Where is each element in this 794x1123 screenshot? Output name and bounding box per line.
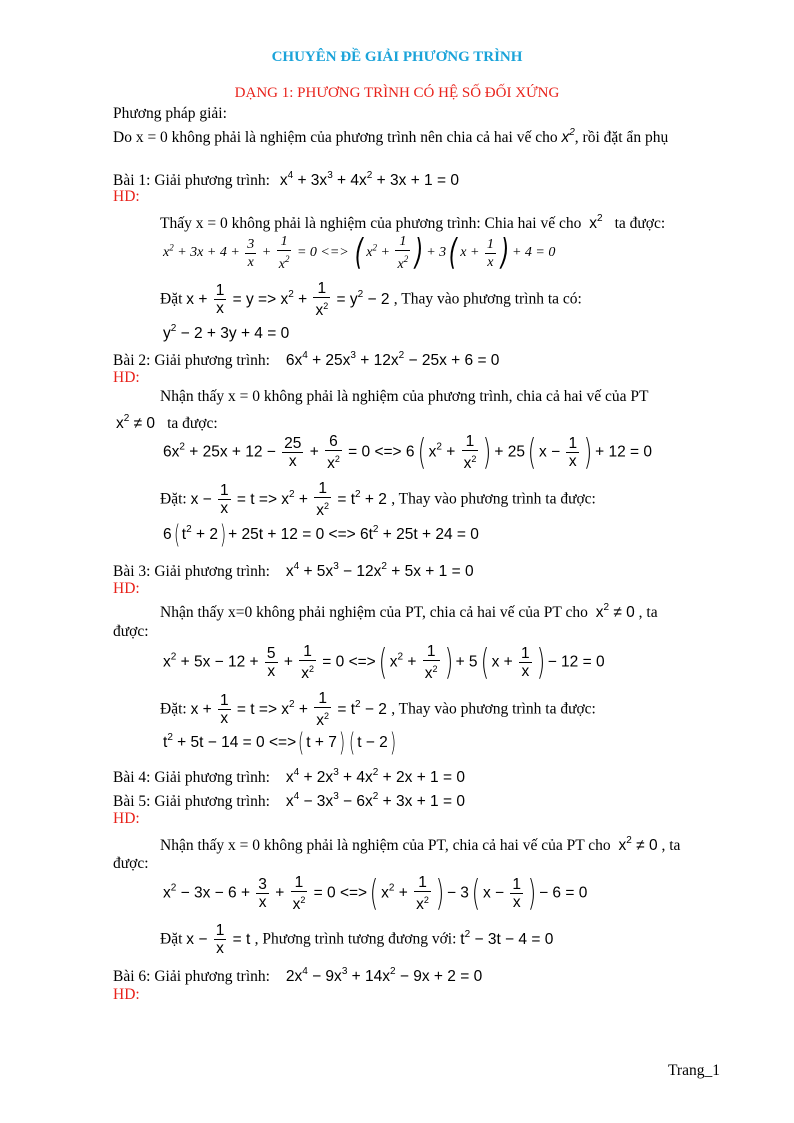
problem-3-result: $t^2 + 5t - 14 = 0$ <=>( t + 7) ( t − 2) xyxy=(163,728,396,758)
hint-label: HD: xyxy=(113,810,140,827)
problem-1-substitution: Đặt x + $\frac{1}{x}$ = $y => x^2$ + $\frac{1}{x^2}$ = $y^2 - 2$ , Thay vào phương trình ta có: xyxy=(160,280,582,319)
page-number: Trang_1 xyxy=(668,1062,720,1079)
hint-label: HD: xyxy=(113,188,140,205)
problem-1-statement: Bài 1: Giải phương trình: $x^4 + 3x^3 + 4x^2 + 3x + 1 = 0$ xyxy=(113,170,459,189)
problem-1-result: $y^2 - 2 + 3y + 4 = 0$ xyxy=(163,323,290,342)
method-text: Do x = 0 không phải là nghiệm của phương trình nên chia cả hai vế cho $x^2$, rồi đặt ẩn phụ xyxy=(113,127,669,146)
problem-5-statement: Bài 5: Giải phương trình: $x^4 - 3x^3 - 6x^2 + 3x + 1 = 0$ xyxy=(113,791,465,810)
problem-2-result: 6( $t^2 + 2) + 25t + 12 = 0$ <=> $6t^2 + 25t + 24 = 0$ xyxy=(163,520,479,550)
problem-3-statement: Bài 3: Giải phương trình: $x^4 + 5x^3 - 12x^2 + 5x + 1 = 0$ xyxy=(113,561,474,580)
hint-label: HD: xyxy=(113,369,140,386)
problem-2-statement: Bài 2: Giải phương trình: $6x^4 + 25x^3 + 12x^2 - 25x + 6 = 0$ xyxy=(113,350,500,369)
problem-5-hint-line-2: được: xyxy=(113,855,149,872)
problem-2-equation-a: $6x^2 + 25x + 12$ − $\frac{25}{x}$ + $\frac{6}{x^2}$ = 0 <=> 6( $x^2$ + $\frac{1}{x^2}$ ) + 25( x − $\frac{1}{x}$ ) + 12 = 0 xyxy=(163,431,653,473)
problem-3-hint-line-2: được: xyxy=(113,623,149,640)
equation: $x^4 + 3x^3 + 4x^2 + 3x + 1 = 0$ xyxy=(279,170,459,189)
problem-3-hint-line: Nhận thấy x=0 không phải nghiệm của PT, chia cả hai vế của PT cho $x^2 \ne 0$ , ta xyxy=(160,602,658,621)
method-label: Phương pháp giải: xyxy=(113,105,227,122)
problem-6-statement: Bài 6: Giải phương trình: $2x^4 - 9x^3 + 14x^2 - 9x + 2 = 0$ xyxy=(113,966,483,985)
problem-1-equation-a: $x^2 + 3x + 4$ + $\frac{3}{x}$ + $\frac{1}{x^2}$ = 0 <=> ( $x^2$ + $\frac{1}{x^2}$ ) + 3( x + $\frac{1}{x}$ ) + 4 = 0 xyxy=(163,232,556,273)
problem-3-equation-a: $x^2 + 5x - 12$ + $\frac{5}{x}$ + $\frac{1}{x^2}$ = 0 <=>( $x^2$ + $\frac{1}{x^2}$ ) + 5( x + $\frac{1}{x}$ ) − 12 = 0 xyxy=(163,641,605,683)
problem-2-hint-line: Nhận thấy x = 0 không phải là nghiệm của phương trình, chia cả hai vế của PT xyxy=(160,388,649,405)
page-title: CHUYÊN ĐỀ GIẢI PHƯƠNG TRÌNH xyxy=(271,49,523,65)
hint-label: HD: xyxy=(113,986,140,1003)
problem-2-substitution: Đặt: x − $\frac{1}{x}$ = $t => x^2$ + $\frac{1}{x^2}$ = $t^2 + 2$ , Thay vào phương trình ta được: xyxy=(160,480,596,519)
problem-2-hint-line-2: $x^2 \ne 0$ ta được: xyxy=(116,413,218,432)
problem-4-statement: Bài 4: Giải phương trình: $x^4 + 2x^3 + 4x^2 + 2x + 1 = 0$ xyxy=(113,767,465,786)
problem-3-substitution: Đặt: x + $\frac{1}{x}$ = $t => x^2$ + $\frac{1}{x^2}$ = $t^2 - 2$ , Thay vào phương trình ta được: xyxy=(160,690,596,729)
problem-5-equation-a: $x^2 - 3x - 6$ + $\frac{3}{x}$ + $\frac{1}{x^2}$ = 0 <=>( $x^2$ + $\frac{1}{x^2}$ ) − 3( x − $\frac{1}{x}$ ) − 6 = 0 xyxy=(163,872,588,914)
problem-1-hint-line: Thấy x = 0 không phải là nghiệm của phương trình: Chia hai vế cho $x^2$ ta được: xyxy=(160,213,666,232)
hint-label: HD: xyxy=(113,580,140,597)
problem-5-hint-line: Nhận thấy x = 0 không phải là nghiệm của PT, chia cả hai vế của PT cho $x^2 \ne 0$ , ta xyxy=(160,835,681,854)
problem-5-substitution: Đặt x − $\frac{1}{x}$ = t , Phương trình tương đương với: $t^2 - 3t - 4 = 0$ xyxy=(160,922,554,957)
section-subtitle: DẠNG 1: PHƯƠNG TRÌNH CÓ HỆ SỐ ĐỐI XỨNG xyxy=(234,85,560,101)
